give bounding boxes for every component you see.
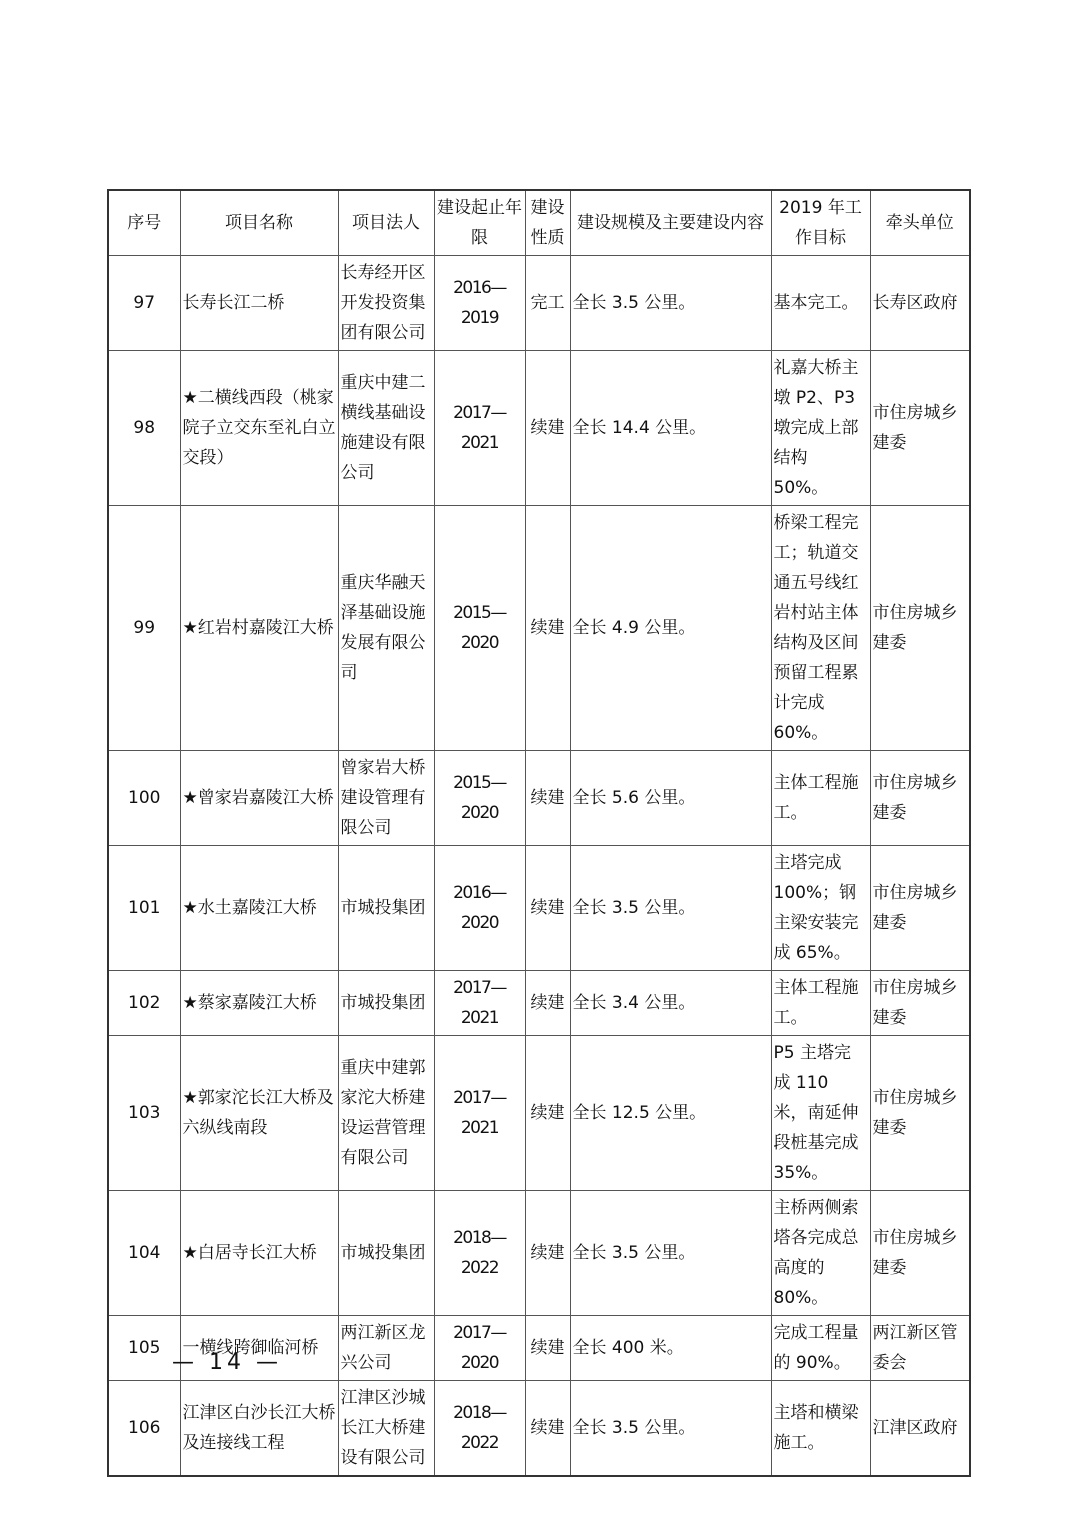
cell-lead: 市住房城乡建委 [870, 751, 970, 846]
cell-target: 主体工程施工。 [771, 751, 870, 846]
cell-lead: 江津区政府 [870, 1381, 970, 1477]
cell-nature: 续建 [525, 1381, 570, 1477]
cell-scale: 全长 3.4 公里。 [570, 971, 771, 1036]
cell-no: 106 [108, 1381, 180, 1477]
cell-name: 江津区白沙长江大桥及连接线工程 [180, 1381, 338, 1477]
header-no: 序号 [108, 190, 180, 256]
cell-scale: 全长 3.5 公里。 [570, 846, 771, 971]
cell-nature: 续建 [525, 751, 570, 846]
cell-lead: 市住房城乡建委 [870, 1191, 970, 1316]
cell-owner: 市城投集团 [338, 846, 434, 971]
cell-name: ★水土嘉陵江大桥 [180, 846, 338, 971]
cell-target: 主桥两侧索塔各完成总高度的 80%。 [771, 1191, 870, 1316]
cell-no: 102 [108, 971, 180, 1036]
cell-nature: 续建 [525, 971, 570, 1036]
cell-no: 103 [108, 1036, 180, 1191]
cell-owner: 两江新区龙兴公司 [338, 1316, 434, 1381]
cell-name: 长寿长江二桥 [180, 256, 338, 351]
page-number: — 14 — [172, 1350, 282, 1375]
cell-name: ★二横线西段（桃家院子立交东至礼白立交段） [180, 351, 338, 506]
cell-nature: 续建 [525, 1316, 570, 1381]
cell-lead: 两江新区管委会 [870, 1316, 970, 1381]
cell-scale: 全长 3.5 公里。 [570, 1191, 771, 1316]
cell-target: 基本完工。 [771, 256, 870, 351]
cell-no: 104 [108, 1191, 180, 1316]
table-row [108, 1381, 970, 1477]
cell-target: 完成工程量的 90%。 [771, 1316, 870, 1381]
cell-owner: 曾家岩大桥建设管理有限公司 [338, 751, 434, 846]
cell-lead: 市住房城乡建委 [870, 846, 970, 971]
cell-name: 一横线跨御临河桥 [180, 1316, 338, 1381]
header-target: 2019 年工作目标 [771, 190, 870, 256]
cell-scale: 全长 12.5 公里。 [570, 1036, 771, 1191]
cell-target: 主塔和横梁施工。 [771, 1381, 870, 1477]
table-header-row [108, 190, 970, 256]
cell-years: 2016—2019 [434, 256, 525, 351]
cell-lead: 市住房城乡建委 [870, 506, 970, 751]
cell-target: 主体工程施工。 [771, 971, 870, 1036]
cell-lead: 市住房城乡建委 [870, 971, 970, 1036]
cell-no: 99 [108, 506, 180, 751]
cell-name: ★红岩村嘉陵江大桥 [180, 506, 338, 751]
cell-target: P5 主塔完成 110 米，南延伸段桩基完成 35%。 [771, 1036, 870, 1191]
cell-scale: 全长 3.5 公里。 [570, 1381, 771, 1477]
cell-scale: 全长 14.4 公里。 [570, 351, 771, 506]
cell-target: 桥梁工程完工；轨道交通五号线红岩村站主体结构及区间预留工程累计完成 60%。 [771, 506, 870, 751]
cell-lead: 长寿区政府 [870, 256, 970, 351]
cell-years: 2017—2021 [434, 351, 525, 506]
cell-target: 礼嘉大桥主墩 P2、P3 墩完成上部结构 50%。 [771, 351, 870, 506]
header-name: 项目名称 [180, 190, 338, 256]
header-lead: 牵头单位 [870, 190, 970, 256]
cell-years: 2015—2020 [434, 751, 525, 846]
cell-owner: 长寿经开区开发投资集团有限公司 [338, 256, 434, 351]
cell-no: 105 [108, 1316, 180, 1381]
header-owner: 项目法人 [338, 190, 434, 256]
cell-lead: 市住房城乡建委 [870, 351, 970, 506]
cell-owner: 重庆中建二横线基础设施建设有限公司 [338, 351, 434, 506]
cell-scale: 全长 5.6 公里。 [570, 751, 771, 846]
cell-scale: 全长 400 米。 [570, 1316, 771, 1381]
cell-years: 2018—2022 [434, 1191, 525, 1316]
cell-nature: 续建 [525, 1036, 570, 1191]
header-scale: 建设规模及主要建设内容 [570, 190, 771, 256]
cell-name: ★曾家岩嘉陵江大桥 [180, 751, 338, 846]
cell-years: 2015—2020 [434, 506, 525, 751]
cell-owner: 市城投集团 [338, 1191, 434, 1316]
table-row [108, 1191, 970, 1316]
cell-target: 主塔完成 100%；钢主梁安装完成 65%。 [771, 846, 870, 971]
table-row [108, 846, 970, 971]
header-nature: 建设性质 [525, 190, 570, 256]
cell-years: 2017—2021 [434, 1036, 525, 1191]
cell-years: 2016—2020 [434, 846, 525, 971]
cell-owner: 重庆华融天泽基础设施发展有限公司 [338, 506, 434, 751]
table-row [108, 506, 970, 751]
cell-years: 2017—2020 [434, 1316, 525, 1381]
cell-nature: 续建 [525, 1191, 570, 1316]
cell-nature: 续建 [525, 846, 570, 971]
cell-nature: 续建 [525, 351, 570, 506]
cell-scale: 全长 4.9 公里。 [570, 506, 771, 751]
cell-name: ★蔡家嘉陵江大桥 [180, 971, 338, 1036]
cell-name: ★白居寺长江大桥 [180, 1191, 338, 1316]
cell-no: 98 [108, 351, 180, 506]
cell-no: 101 [108, 846, 180, 971]
cell-nature: 续建 [525, 506, 570, 751]
cell-no: 97 [108, 256, 180, 351]
cell-nature: 完工 [525, 256, 570, 351]
header-years: 建设起止年限 [434, 190, 525, 256]
cell-name: ★郭家沱长江大桥及六纵线南段 [180, 1036, 338, 1191]
project-table [107, 189, 971, 1477]
cell-no: 100 [108, 751, 180, 846]
cell-owner: 重庆中建郭家沱大桥建设运营管理有限公司 [338, 1036, 434, 1191]
table-row [108, 256, 970, 351]
cell-lead: 市住房城乡建委 [870, 1036, 970, 1191]
cell-owner: 江津区沙城长江大桥建设有限公司 [338, 1381, 434, 1477]
cell-years: 2018—2022 [434, 1381, 525, 1477]
table-row [108, 971, 970, 1036]
table-row [108, 1036, 970, 1191]
cell-years: 2017—2021 [434, 971, 525, 1036]
cell-owner: 市城投集团 [338, 971, 434, 1036]
cell-scale: 全长 3.5 公里。 [570, 256, 771, 351]
table-row [108, 751, 970, 846]
table-row [108, 351, 970, 506]
